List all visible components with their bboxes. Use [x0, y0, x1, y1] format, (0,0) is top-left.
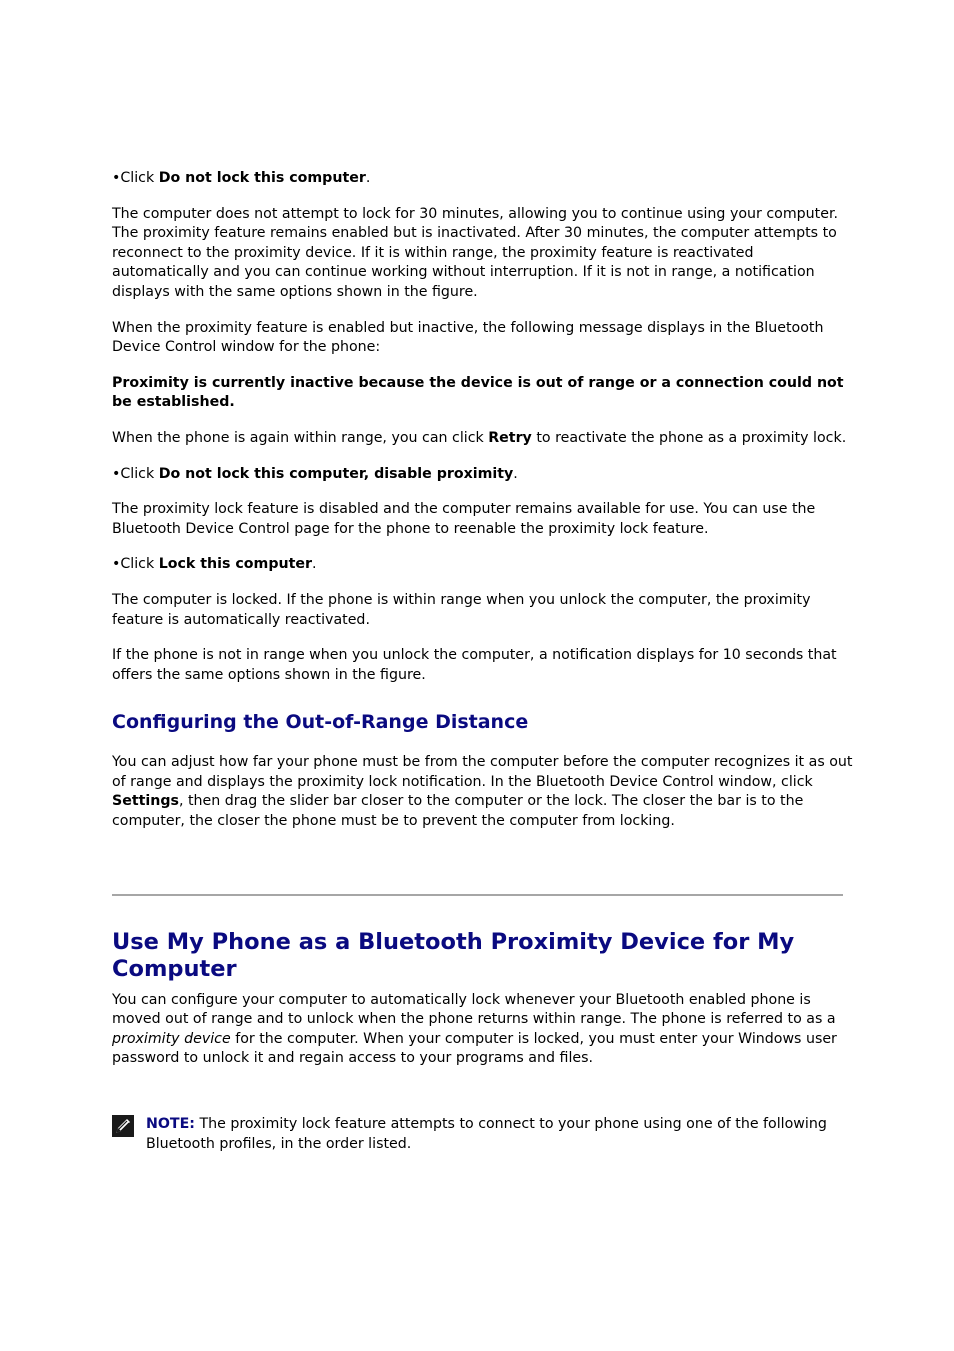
note-pencil-icon: [112, 1115, 134, 1137]
section-divider: [112, 894, 843, 896]
paragraph-do-not-lock-details: The computer does not attempt to lock for 30 minutes, allowing you to continue using your computer. The proximity feature remains enabled but is inactivated. After 30 minutes, the computer attempts to reconnect to the proximity device. If it is within range, the proximity feature is reactivated automatically and you can continue working without interruption. If it is not in range, a notification displays with the same options shown in the figure.: [112, 205, 838, 300]
bullet-suffix: .: [312, 556, 317, 573]
settings-label: Settings: [112, 793, 179, 810]
paragraph-retry: [112, 429, 854, 449]
paragraph-inactive-message-intro: When the proximity feature is enabled but inactive, the following message displays in the Bluetooth Device Control window for the phone:: [112, 319, 824, 356]
paragraph-unlock-notification: If the phone is not in range when you unlock the computer, a notification displays for 10 seconds that offers the same options shown in the figure.: [112, 647, 837, 683]
bullet-lock-computer: [112, 555, 854, 575]
intro-suffix: for the computer. When your computer is locked, you must enter your Windows user password to unlock it and regain access to your programs and files.: [112, 1030, 837, 1067]
bullet-prefix: •Click: [112, 465, 159, 482]
paragraph-out-of-range-settings: [112, 753, 854, 831]
document-content: [112, 169, 854, 1154]
proximity-device-term: proximity device: [112, 1030, 231, 1047]
bullet-option-label: Do not lock this computer, disable proximity: [158, 465, 514, 482]
note-label: NOTE:: [146, 1116, 195, 1133]
bullet-do-not-lock: [112, 169, 854, 189]
retry-suffix: to reactivate the phone as a proximity lock.: [531, 429, 847, 446]
retry-label: Retry: [488, 429, 532, 446]
bullet-prefix: •Click: [112, 556, 159, 573]
bullet-prefix: •Click: [112, 170, 159, 186]
note-box: [112, 1115, 854, 1154]
settings-prefix: You can adjust how far your phone must be from the computer before the computer recognizes it as out of range and displays the proximity lock notification. In the Bluetooth Device Control window, click: [112, 754, 853, 790]
bullet-option-label: Do not lock this computer: [158, 170, 366, 186]
paragraph-locked-details: The computer is locked. If the phone is within range when you unlock the computer, the proximity feature is automatically reactivated.: [112, 591, 811, 628]
bullet-option-label: Lock this computer: [158, 556, 312, 573]
note-text: [146, 1115, 854, 1154]
bullet-disable-proximity: [112, 465, 854, 485]
intro-prefix: You can configure your computer to automatically lock whenever your Bluetooth enabled phone is moved out of range and to unlock when the phone returns within range. The phone is referred to as a: [112, 991, 836, 1028]
paragraph-inactive-message: Proximity is currently inactive because the device is out of range or a connection could not be established.: [112, 374, 844, 411]
paragraph-disable-proximity-details: The proximity lock feature is disabled and the computer remains available for use. You can use the Bluetooth Device Control page for the phone to reenable the proximity lock feature.: [112, 501, 816, 537]
paragraph-proximity-intro: [112, 991, 854, 1069]
note-body: The proximity lock feature attempts to connect to your phone using one of the following Bluetooth profiles, in the order listed.: [146, 1116, 827, 1152]
main-heading-proximity-device: Use My Phone as a Bluetooth Proximity Device for My Computer: [112, 928, 795, 982]
retry-prefix: When the phone is again within range, you can click: [112, 429, 489, 446]
settings-suffix: , then drag the slider bar closer to the computer or the lock. The closer the bar is to the computer, the closer the phone must be to prevent the computer from locking.: [112, 793, 804, 830]
bullet-suffix: .: [365, 170, 371, 186]
bullet-suffix: .: [513, 465, 518, 482]
section-heading-out-of-range: Configuring the Out-of-Range Distance: [112, 711, 529, 734]
